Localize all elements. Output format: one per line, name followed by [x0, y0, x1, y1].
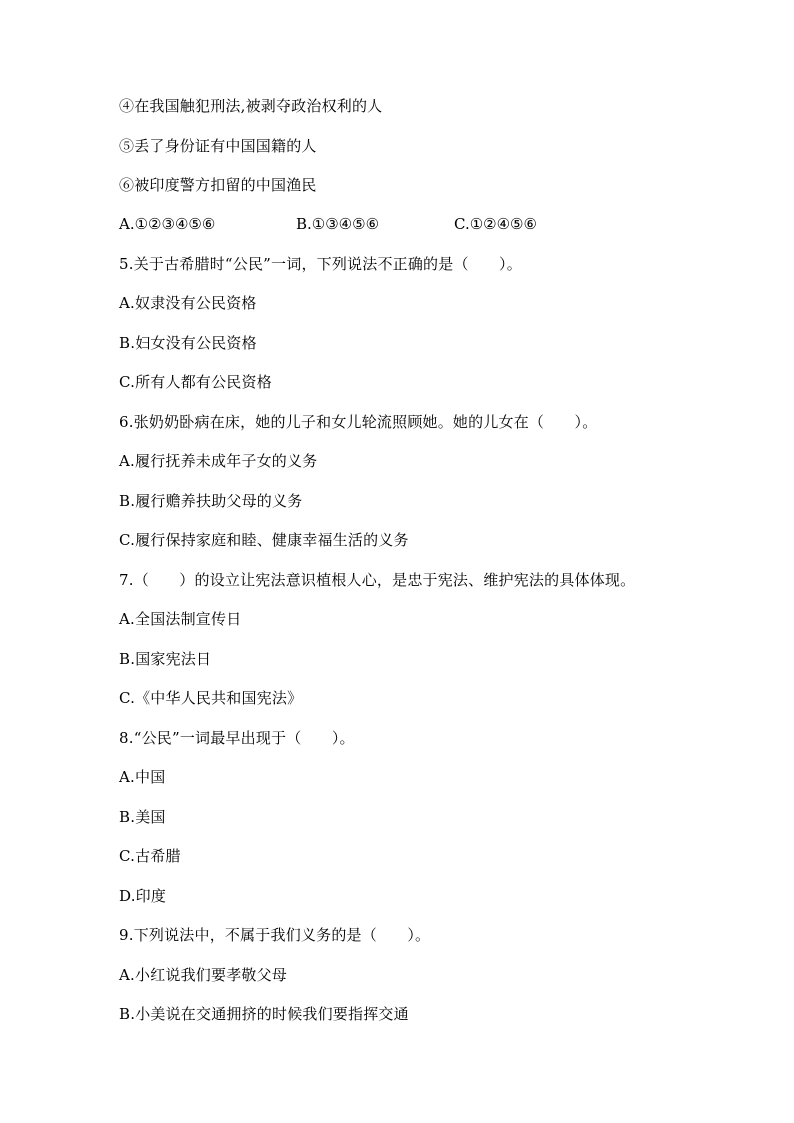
question-5-stem: 5.关于古希腊时“公民”一词，下列说法不正确的是（ ）。 — [119, 255, 522, 273]
question-7-option-a: A.全国法制宣传日 — [119, 610, 242, 628]
question-6-option-c: C.履行保持家庭和睦、健康幸福生活的义务 — [119, 531, 409, 549]
question-5-option-a: A.奴隶没有公民资格 — [119, 294, 257, 312]
question-8-option-d: D.印度 — [119, 887, 167, 905]
list-item-6: ⑥被印度警方扣留的中国渔民 — [119, 176, 317, 194]
question-5-option-c: C.所有人都有公民资格 — [119, 373, 272, 391]
question-8-option-b: B.美国 — [119, 808, 166, 826]
option-c: C.①②④⑤⑥ — [454, 215, 537, 233]
question-6-stem: 6.张奶奶卧病在床，她的儿子和女儿轮流照顾她。她的儿女在（ ）。 — [119, 413, 598, 431]
question-9-option-b: B.小美说在交通拥挤的时候我们要指挥交通 — [119, 1005, 409, 1023]
option-b: B.①③④⑤⑥ — [296, 215, 380, 233]
question-9-option-a: A.小红说我们要孝敬父母 — [119, 966, 288, 984]
question-7-option-c: C.《中华人民共和国宪法》 — [119, 689, 303, 707]
question-8-option-c: C.古希腊 — [119, 847, 181, 865]
list-item-5: ⑤丢了身份证有中国国籍的人 — [119, 137, 317, 155]
question-6-option-a: A.履行抚养未成年子女的义务 — [119, 452, 318, 470]
list-item-4: ④在我国触犯刑法,被剥夺政治权利的人 — [119, 97, 383, 115]
question-7-option-b: B.国家宪法日 — [119, 650, 212, 668]
question-6-option-b: B.履行赡养扶助父母的义务 — [119, 492, 303, 510]
question-8-option-a: A.中国 — [119, 768, 166, 786]
question-8-stem: 8.“公民”一词最早出现于（ ）。 — [119, 729, 355, 747]
option-a: A.①②③④⑤⑥ — [119, 215, 216, 233]
question-7-stem: 7.（ ）的设立让宪法意识植根人心，是忠于宪法、维护宪法的具体体现。 — [119, 571, 636, 589]
question-5-option-b: B.妇女没有公民资格 — [119, 334, 257, 352]
question-9-stem: 9.下列说法中，不属于我们义务的是（ ）。 — [119, 926, 431, 944]
